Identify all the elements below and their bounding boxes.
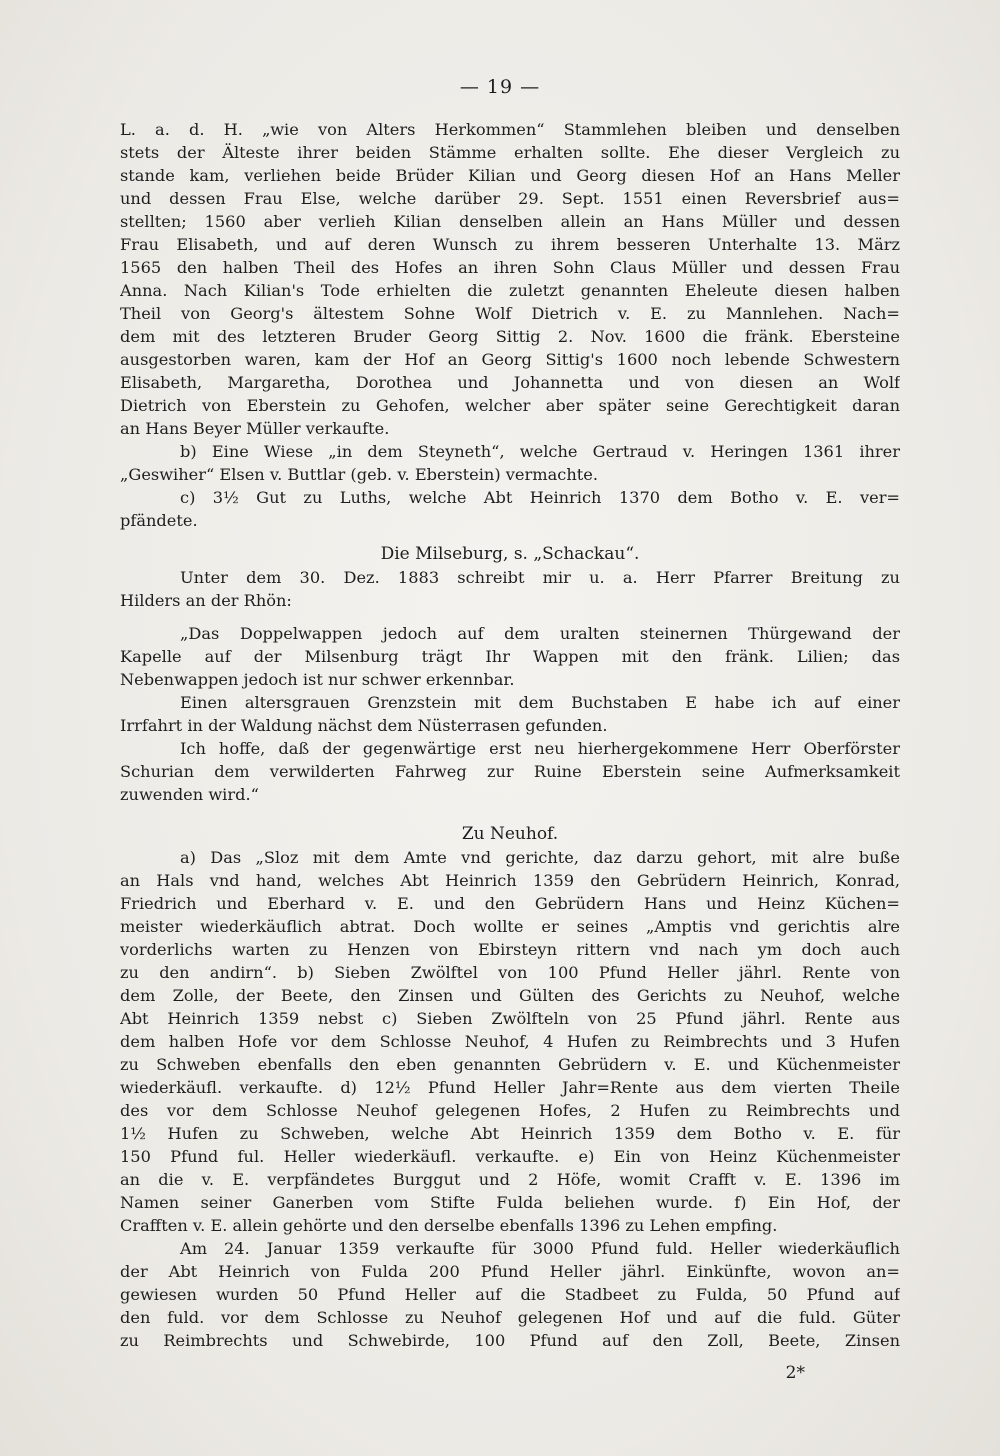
text-line: 1½ Hufen zu Schweben, welche Abt Heinrich 1359 dem Botho v. E. für: [120, 1124, 900, 1143]
text-line: dem mit des letzteren Bruder Georg Sittig 2. Nov. 1600 die fränk. Ebersteine: [120, 327, 900, 346]
text-line: Frau Elisabeth, und auf deren Wunsch zu ihrem besseren Unterhalte 13. März: [120, 235, 900, 254]
text-line: der Abt Heinrich von Fulda 200 Pfund Heller jährl. Einkünfte, wovon an=: [120, 1262, 900, 1281]
text-line: Crafften v. E. allein gehörte und den derselbe ebenfalls 1396 zu Lehen empfing.: [120, 1216, 778, 1235]
text-line: stande kam, verliehen beide Brüder Kilian und Georg diesen Hof an Hans Meller: [120, 166, 900, 185]
page-number: — 19 —: [459, 76, 541, 98]
paragraph-neuhof: [120, 846, 900, 1237]
text-line: b) Eine Wiese „in dem Steyneth“, welche Gertraud v. Heringen 1361 ihrer: [180, 442, 900, 461]
text-line: Friedrich und Eberhard v. E. und den Gebrüdern Hans und Heinz Küchen=: [120, 894, 900, 913]
text-line: Nebenwappen jedoch ist nur schwer erkennbar.: [120, 670, 515, 689]
text-line: Einen altersgrauen Grenzstein mit dem Buchstaben E habe ich auf einer: [180, 693, 900, 712]
text-line: zu den andirn“. b) Sieben Zwölftel von 100 Pfund Heller jährl. Rente von: [120, 963, 900, 982]
text-line: an die v. E. verpfändetes Burggut und 2 Höfe, womit Crafft v. E. 1396 im: [120, 1170, 900, 1189]
text-line: ausgestorben waren, kam der Hof an Georg Sittig's 1600 noch lebende Schwestern: [120, 350, 900, 369]
text-line: Abt Heinrich 1359 nebst c) Sieben Zwölfteln von 25 Pfund jährl. Rente aus: [120, 1009, 900, 1028]
text-line: Kapelle auf der Milsenburg trägt Ihr Wappen mit den fränk. Lilien; das: [120, 647, 900, 666]
text-line: L. a. d. H. „wie von Alters Herkommen“ Stammlehen bleiben und denselben: [120, 120, 900, 139]
paragraph-verkauf-1359: [120, 1237, 900, 1352]
text-line: Hilders an der Rhön:: [120, 591, 292, 610]
text-line: vorderlichs warten zu Henzen von Ebirsteyn rittern vnd nach ym doch auch: [120, 940, 900, 959]
text-line: pfändete.: [120, 511, 198, 530]
text-line: stellten; 1560 aber verlieh Kilian denselben allein an Hans Müller und dessen: [120, 212, 900, 231]
text-line: zuwenden wird.“: [120, 785, 259, 804]
text-line: des vor dem Schlosse Neuhof gelegenen Hofes, 2 Hufen zu Reimbrechts und: [120, 1101, 900, 1120]
text-line: zu Schweben ebenfalls den eben genannten Gebrüdern v. E. und Küchenmeister: [120, 1055, 900, 1074]
text-line: gewiesen wurden 50 Pfund Heller auf die Stadbeet zu Fulda, 50 Pfund auf: [120, 1285, 900, 1304]
text-line: zu Reimbrechts und Schwebirde, 100 Pfund auf den Zoll, Beete, Zinsen: [120, 1331, 900, 1350]
text-line: 150 Pfund ful. Heller wiederkäufl. verkaufte. e) Ein von Heinz Küchenmeister: [120, 1147, 900, 1166]
text-line: an Hals vnd hand, welches Abt Heinrich 1359 den Gebrüdern Heinrich, Konrad,: [120, 871, 900, 890]
text-line: stets der Älteste ihrer beiden Stämme erhalten sollte. Ehe dieser Vergleich zu: [120, 143, 900, 162]
text-line: Namen seiner Ganerben vom Stifte Fulda beliehen wurde. f) Ein Hof, der: [120, 1193, 900, 1212]
paragraph-letter-intro: [120, 566, 900, 612]
section-heading-milseburg: Die Milseburg, s. „Schackau“.: [380, 544, 640, 564]
paragraph-wiese: [120, 440, 900, 486]
signature-mark: 2*: [785, 1363, 805, 1383]
text-line: Elisabeth, Margaretha, Dorothea und Johannetta und von diesen an Wolf: [120, 373, 900, 392]
quoted-letter: [120, 622, 900, 806]
text-line: dem halben Hofe vor dem Schlosse Neuhof, 4 Hufen zu Reimbrechts und 3 Hufen: [120, 1032, 900, 1051]
text-line: Ich hoffe, daß der gegenwärtige erst neu hierhergekommene Herr Oberförster: [180, 739, 900, 758]
text-line: Schurian dem verwilderten Fahrweg zur Ruine Eberstein seine Aufmerksamkeit: [120, 762, 900, 781]
text-line: „Geswiher“ Elsen v. Buttlar (geb. v. Eberstein) vermachte.: [120, 465, 598, 484]
text-line: und dessen Frau Else, welche darüber 29. Sept. 1551 einen Reversbrief aus=: [120, 189, 900, 208]
text-line: Dietrich von Eberstein zu Gehofen, welcher aber später seine Gerechtigkeit daran: [120, 396, 900, 415]
paragraph-hof: [120, 118, 900, 440]
text-line: dem Zolle, der Beete, den Zinsen und Gülten des Gerichts zu Neuhof, welche: [120, 986, 900, 1005]
text-line: an Hans Beyer Müller verkaufte.: [120, 419, 390, 438]
text-line: 1565 den halben Theil des Hofes an ihren Sohn Claus Müller und dessen Frau: [120, 258, 900, 277]
text-line: den fuld. vor dem Schlosse zu Neuhof gelegenen Hof und auf die fuld. Güter: [120, 1308, 900, 1327]
text-line: Anna. Nach Kilian's Tode erhielten die zuletzt genannten Eheleute diesen halben: [120, 281, 900, 300]
section-heading-neuhof: Zu Neuhof.: [461, 824, 559, 844]
text-line: Theil von Georg's ältestem Sohne Wolf Dietrich v. E. zu Mannlehen. Nach=: [120, 304, 900, 323]
text-line: Irrfahrt in der Waldung nächst dem Nüsterrasen gefunden.: [120, 716, 608, 735]
text-line: „Das Doppelwappen jedoch auf dem uralten steinernen Thürgewand der: [180, 624, 900, 643]
text-line: Unter dem 30. Dez. 1883 schreibt mir u. a. Herr Pfarrer Breitung zu: [180, 568, 900, 587]
text-line: wiederkäufl. verkaufte. d) 12½ Pfund Heller Jahr=Rente aus dem vierten Theile: [120, 1078, 900, 1097]
paragraph-gut: [120, 486, 900, 532]
text-line: Am 24. Januar 1359 verkaufte für 3000 Pfund fuld. Heller wiederkäuflich: [180, 1239, 900, 1258]
text-line: c) 3½ Gut zu Luths, welche Abt Heinrich 1370 dem Botho v. E. ver=: [180, 488, 900, 507]
text-line: a) Das „Sloz mit dem Amte vnd gerichte, daz darzu gehort, mit alre buße: [180, 848, 900, 867]
text-line: meister wiederkäuflich abtrat. Doch wollte er seines „Amptis vnd gerichtis alre: [120, 917, 900, 936]
